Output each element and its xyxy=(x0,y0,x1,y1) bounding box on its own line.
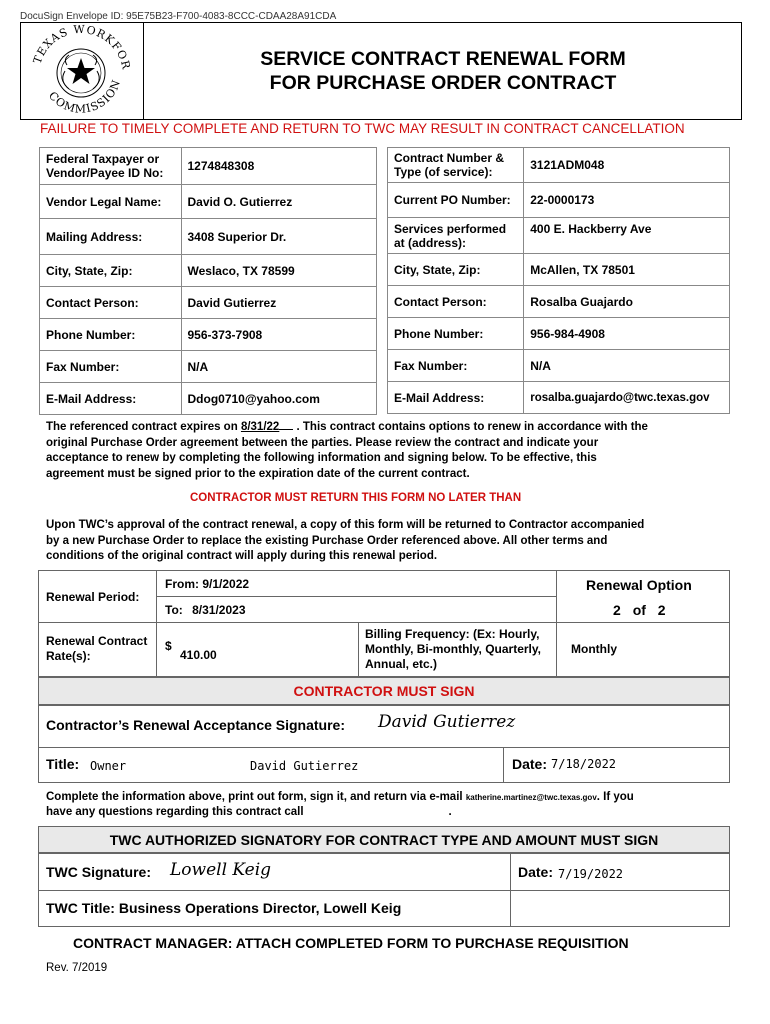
twc-contact-value[interactable]: Rosalba Guajardo xyxy=(524,286,730,318)
complete-line-2-end: . xyxy=(448,806,452,818)
vendor-email-value[interactable]: Ddog0710@yahoo.com xyxy=(181,383,377,415)
vendor-name-label: Vendor Legal Name: xyxy=(40,185,182,219)
contract-number-value[interactable]: 3121ADM048 xyxy=(524,148,730,183)
vendor-id-label: Federal Taxpayer or Vendor/Payee ID No: xyxy=(40,148,182,185)
renewal-option-label: Renewal Option xyxy=(586,577,692,593)
billing-frequency-value[interactable]: Monthly xyxy=(571,642,617,656)
contractor-date-value[interactable]: 7/18/2022 xyxy=(551,757,617,771)
twc-signatory-bar xyxy=(38,826,730,853)
twc-fax-value[interactable]: N/A xyxy=(524,350,730,382)
must-sign-text: CONTRACTOR MUST SIGN xyxy=(293,683,475,699)
contract-info-table xyxy=(387,147,730,414)
to-label: To: xyxy=(165,603,183,617)
vendor-phone-label: Phone Number: xyxy=(40,319,182,351)
rate-dollar-sign: $ xyxy=(165,639,172,653)
rate-value[interactable]: 410.00 xyxy=(180,648,217,662)
twc-signature-label: TWC Signature: xyxy=(46,864,151,880)
title-line-1: SERVICE CONTRACT RENEWAL FORM xyxy=(260,48,626,70)
revision-date: Rev. 7/2019 xyxy=(46,962,108,974)
printed-name-value[interactable]: David Gutierrez xyxy=(250,759,359,773)
twc-fax-label: Fax Number: xyxy=(388,350,524,382)
twc-phone-value[interactable]: 956-984-4908 xyxy=(524,318,730,350)
vendor-contact-value[interactable]: David Gutierrez xyxy=(181,287,377,319)
twc-signatory-header: TWC AUTHORIZED SIGNATORY FOR CONTRACT TYPE AND AMOUNT MUST SIGN xyxy=(109,832,659,848)
vendor-info-table xyxy=(39,147,377,415)
twc-email-label: E-Mail Address: xyxy=(388,382,524,414)
expire-line-2: original Purchase Order agreement between the parties. Please review the contract and indicate your xyxy=(46,436,599,449)
return-deadline-notice: CONTRACTOR MUST RETURN THIS FORM NO LATER THAN xyxy=(190,492,522,504)
mailing-address-value[interactable]: 3408 Superior Dr. xyxy=(181,219,377,255)
approval-paragraph xyxy=(46,518,712,565)
vendor-fax-value[interactable]: N/A xyxy=(181,351,377,383)
from-date-value[interactable]: 9/1/2022 xyxy=(202,577,250,591)
vendor-contact-label: Contact Person: xyxy=(40,287,182,319)
svg-text:TEXAS WORKFORCE xyxy=(21,23,133,71)
service-city-value[interactable]: McAllen, TX 78501 xyxy=(524,254,730,286)
vendor-city-label: City, State, Zip: xyxy=(40,255,182,287)
service-address-label: Services performed at (address): xyxy=(388,218,524,254)
mailing-address-label: Mailing Address: xyxy=(40,219,182,255)
expire-line-3: acceptance to renew by completing the following information and signing below. To be effective, this xyxy=(46,452,597,464)
approval-line-3: conditions of the original contract will apply during this renewal period. xyxy=(46,550,438,562)
approval-line-1: Upon TWC’s approval of the contract renewal, a copy of this form will be returned to Contractor accompanied xyxy=(46,519,645,531)
contractor-date-label: Date: xyxy=(512,756,548,772)
expiration-date[interactable]: 8/31/22 xyxy=(240,421,280,433)
acceptance-signature-label: Contractor’s Renewal Acceptance Signature: xyxy=(46,717,346,733)
twc-contact-label: Contact Person: xyxy=(388,286,524,318)
twc-date-label: Date: xyxy=(518,864,554,880)
form-title xyxy=(143,22,742,120)
from-label: From: xyxy=(165,577,199,591)
vendor-id-value[interactable]: 1274848308 xyxy=(181,148,377,185)
expire-rest: . This contract contains options to renew in accordance with the xyxy=(296,421,648,433)
twc-title: TWC Title: Business Operations Director, Lowell Keig xyxy=(46,900,402,916)
cancellation-warning: FAILURE TO TIMELY COMPLETE AND RETURN TO TWC MAY RESULT IN CONTRACT CANCELLATION xyxy=(40,121,685,136)
contract-manager-note: CONTRACT MANAGER: ATTACH COMPLETED FORM TO PURCHASE REQUISITION xyxy=(73,935,629,951)
texas-star-seal-icon xyxy=(21,23,141,119)
approval-line-2: by a new Purchase Order to replace the existing Purchase Order referenced above. All other terms and xyxy=(46,534,608,547)
vendor-email-label: E-Mail Address: xyxy=(40,383,182,415)
title-line-2: FOR PURCHASE ORDER CONTRACT xyxy=(269,72,617,94)
service-address-value[interactable]: 400 E. Hackberry Ave xyxy=(524,218,730,254)
option-number[interactable]: 2 xyxy=(613,602,621,618)
to-date-value[interactable]: 8/31/2023 xyxy=(192,603,246,617)
title-value[interactable]: Owner xyxy=(90,759,127,773)
vendor-fax-label: Fax Number: xyxy=(40,351,182,383)
billing-frequency-label: Billing Frequency: (Ex: Hourly, Monthly, Bi-monthly, Quarterly, Annual, etc.) xyxy=(365,627,542,671)
po-number-value[interactable]: 22-0000173 xyxy=(524,183,730,218)
expire-prefix: The referenced contract expires on xyxy=(46,421,238,433)
option-of: of xyxy=(632,602,646,618)
contract-number-label: Contract Number & Type (of service): xyxy=(388,148,524,183)
rate-label: Renewal Contract Rate(s): xyxy=(46,634,148,663)
po-number-label: Current PO Number: xyxy=(388,183,524,218)
vendor-phone-value[interactable]: 956-373-7908 xyxy=(181,319,377,351)
expiration-paragraph xyxy=(46,420,706,482)
contractor-signature[interactable]: David Gutierrez xyxy=(378,712,516,732)
service-city-label: City, State, Zip: xyxy=(388,254,524,286)
complete-instructions xyxy=(46,790,736,820)
twc-phone-label: Phone Number: xyxy=(388,318,524,350)
expire-line-4: agreement must be signed prior to the expiration date of the current contract. xyxy=(46,467,470,480)
complete-line-1: Complete the information above, print out form, sign it, and return via e-mail xyxy=(46,791,463,803)
twc-date-value[interactable]: 7/19/2022 xyxy=(558,867,624,881)
vendor-name-value[interactable]: David O. Gutierrez xyxy=(181,185,377,219)
complete-line-2: have any questions regarding this contract call xyxy=(46,806,304,818)
vendor-city-value[interactable]: Weslaco, TX 78599 xyxy=(181,255,377,287)
envelope-id: DocuSign Envelope ID: 95E75B23-F700-4083-8CCC-CDAA28A91CDA xyxy=(20,11,337,22)
twc-email-value[interactable]: rosalba.guajardo@twc.texas.gov xyxy=(524,382,730,414)
option-total[interactable]: 2 xyxy=(657,602,666,618)
twc-signature[interactable]: Lowell Keig xyxy=(170,860,272,880)
seal-top-text: TEXAS WORKFOR xyxy=(30,23,133,72)
title-label: Title: xyxy=(46,756,80,772)
seal-bottom-text: COMMISSION xyxy=(45,77,124,116)
complete-line-1-suffix: . If you xyxy=(596,791,634,803)
return-email-link[interactable]: katherine.martinez@twc.texas.gov xyxy=(465,793,597,802)
renewal-period-label: Renewal Period: xyxy=(46,590,140,604)
twc-seal xyxy=(21,23,141,119)
must-sign-bar xyxy=(38,677,730,705)
